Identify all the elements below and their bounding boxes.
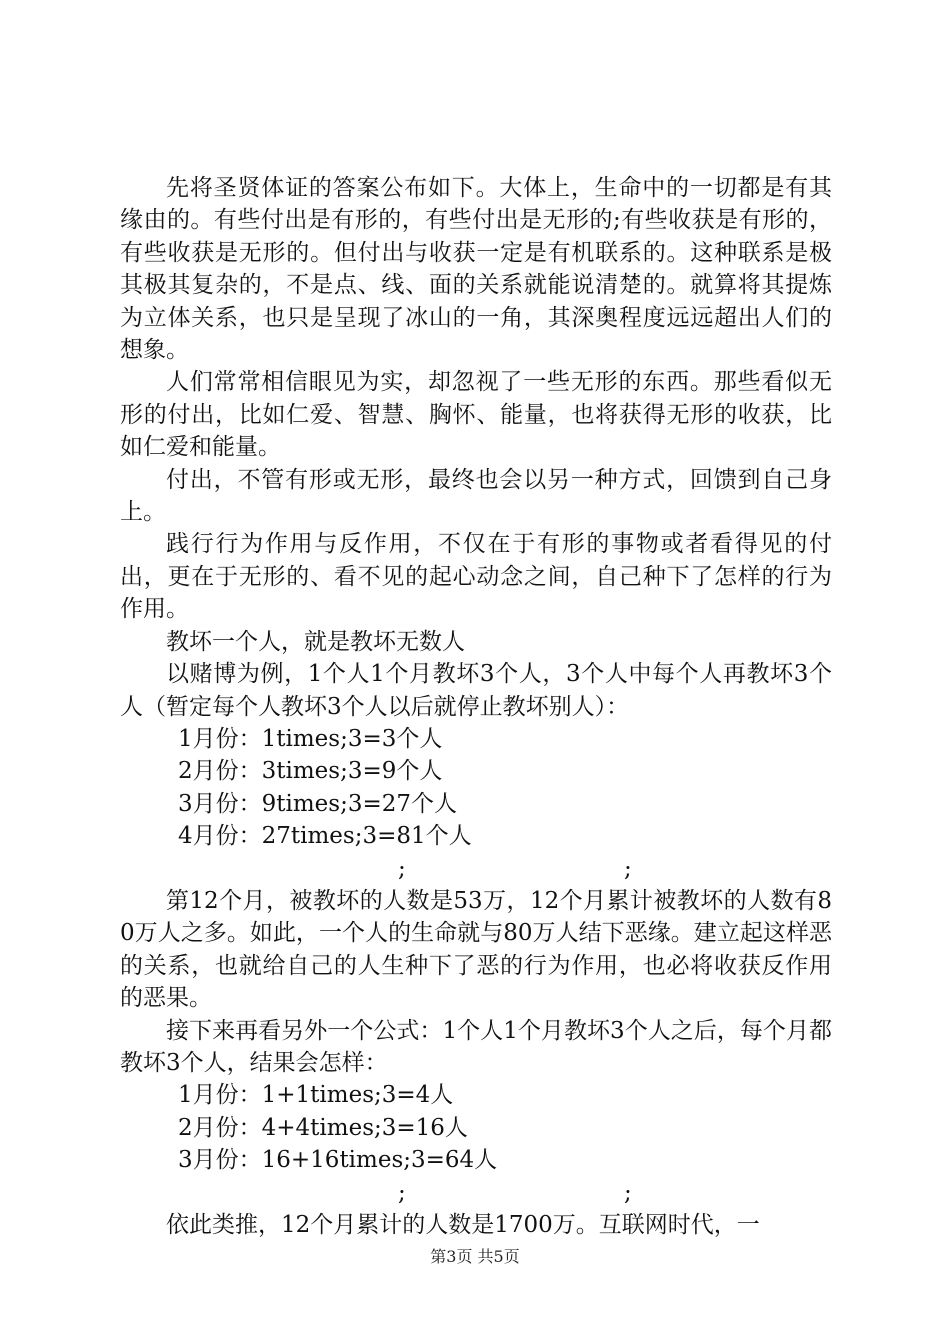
semicolon-row xyxy=(120,1177,832,1209)
page-number-footer: 第3页 共5页 xyxy=(430,1247,520,1266)
semicolon: ; xyxy=(398,855,406,882)
list-item: 3月份：9times;3=27个人 xyxy=(178,790,458,817)
body-text xyxy=(120,172,832,1241)
paragraph-giving: 付出，不管有形或无形，最终也会以另一种方式，回馈到自己身上。 xyxy=(120,466,832,526)
semicolon: ; xyxy=(398,1179,406,1206)
paragraph-seeing: 人们常常相信眼见为实，却忽视了一些无形的东西。那些看似无形的付出，比如仁爱、智慧、胸怀、能量，也将获得无形的收获，比如仁爱和能量。 xyxy=(120,369,832,461)
list-item: 4月份：27times;3=81个人 xyxy=(178,823,472,850)
list-item: 1月份：1times;3=3个人 xyxy=(178,725,443,752)
semicolon: ; xyxy=(624,855,632,882)
semicolon-row xyxy=(120,853,832,885)
paragraph-practice: 践行行为作用与反作用，不仅在于有形的事物或者看得见的付出，更在于无形的、看不见的起心动念之间，自己种下了怎样的行为作用。 xyxy=(120,531,832,623)
paragraph-internet: 依此类推，12个月累计的人数是1700万。互联网时代，一 xyxy=(166,1211,760,1238)
paragraph-formula-2: 接下来再看另外一个公式：1个人1个月教坏3个人之后，每个月都教坏3个人，结果会怎样： xyxy=(120,1017,832,1076)
list-item: 1月份：1+1times;3=4人 xyxy=(178,1082,454,1109)
paragraph-gambling-example: 以赌博为例，1个人1个月教坏3个人，3个人中每个人再教坏3个人（暂定每个人教坏3个人以后就停止教坏别人）： xyxy=(120,661,832,720)
paragraph-answer: 先将圣贤体证的答案公布如下。大体上，生命中的一切都是有其缘由的。有些付出是有形的，有些付出是无形的;有些收获是有形的，有些收获是无形的。但付出与收获一定是有机联系的。这种联系是极其极其复杂的，不是点、线、面的关系就能说清楚的。就算将其提炼为立体关系，也只是呈现了冰山的一角，其深奥程度远远超出人们的想象。 xyxy=(120,175,832,364)
section-heading: 教坏一个人，就是教坏无数人 xyxy=(166,628,465,655)
list-item: 2月份：4+4times;3=16人 xyxy=(178,1114,468,1141)
paragraph-month-12: 第12个月，被教坏的人数是53万，12个月累计被教坏的人数有80万人之多。如此，一个人的生命就与80万人结下恶缘。建立起这样恶的关系，也就给自己的人生种下了恶的行为作用，也必将收获反作用的恶果。 xyxy=(120,887,832,1012)
semicolon: ; xyxy=(624,1179,632,1206)
list-item: 3月份：16+16times;3=64人 xyxy=(178,1147,498,1174)
list-item: 2月份：3times;3=9个人 xyxy=(178,758,443,785)
